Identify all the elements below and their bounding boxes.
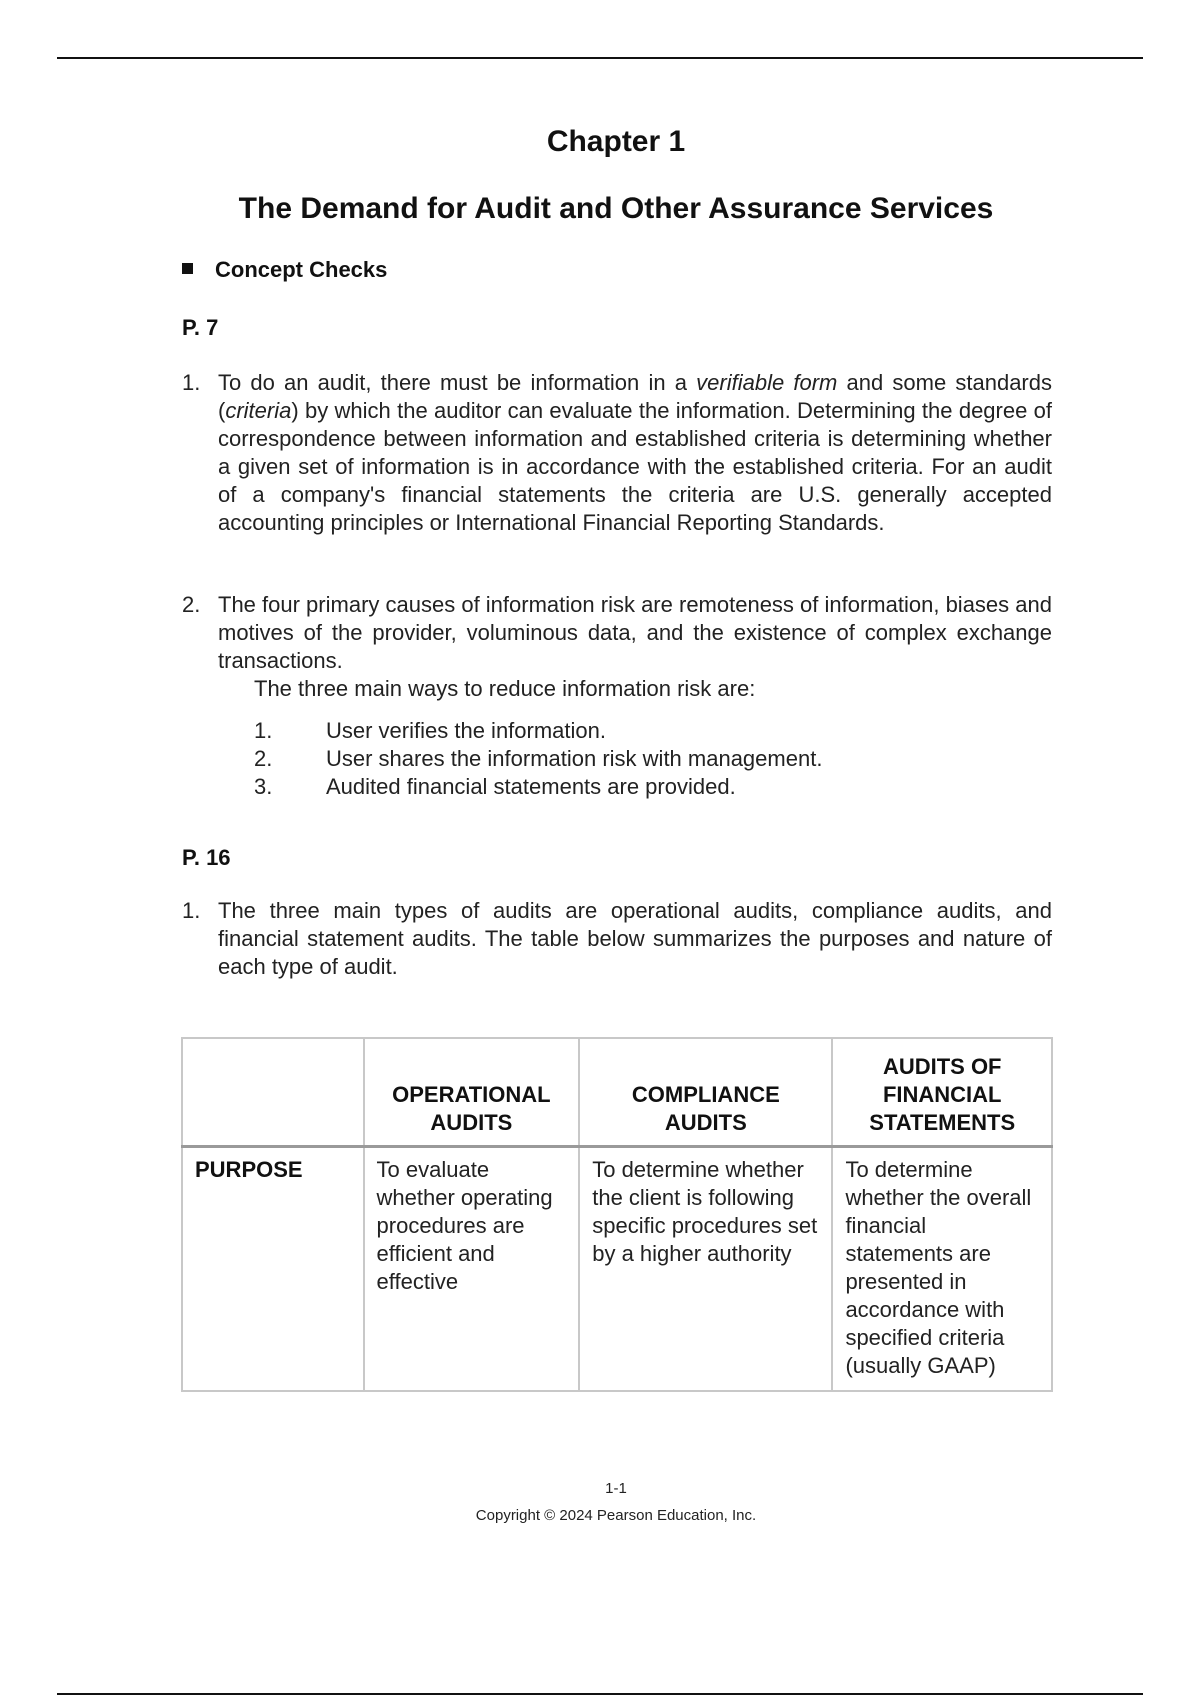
top-rule (57, 57, 1143, 59)
chapter-title: The Demand for Audit and Other Assurance Services (238, 192, 994, 225)
page-ref-p7: P. 7 (182, 315, 219, 340)
table-cell: To evaluate whether operating procedures are efficient and effective (364, 1147, 580, 1392)
sub-list-intro: The three main ways to reduce information risk are: (254, 676, 756, 701)
list-item (182, 897, 1052, 981)
section-heading (182, 257, 387, 283)
item-number: 1. (182, 898, 201, 923)
page-number: 1-1 (605, 1480, 627, 1497)
table-row (182, 1147, 1052, 1392)
audit-types-table (181, 1037, 1053, 1392)
table-header-cell: COMPLIANCE AUDITS (579, 1038, 832, 1147)
item-number: 2. (182, 592, 201, 617)
item-text: The four primary causes of information risk are remoteness of information, biases and motives of the provider, voluminous data, and the existence of complex exchange transactions. (218, 592, 1052, 673)
section-heading-label: Concept Checks (215, 257, 388, 282)
row-label: PURPOSE (182, 1147, 364, 1392)
chapter-heading: Chapter 1 (546, 125, 686, 158)
table-header-cell: OPERATIONAL AUDITS (364, 1038, 580, 1147)
list-item (182, 591, 1052, 675)
table-cell: To determine whether the client is following specific procedures set by a higher authority (579, 1147, 832, 1392)
copyright-notice: Copyright © 2024 Pearson Education, Inc. (475, 1507, 757, 1524)
list-item (182, 369, 1052, 537)
table-cell: To determine whether the overall financial statements are presented in accordance with specified criteria (usually GAAP) (832, 1147, 1052, 1392)
table-header-cell (182, 1038, 364, 1147)
table-header-row (182, 1038, 1052, 1147)
bottom-rule (57, 1693, 1143, 1695)
page-ref-p16: P. 16 (182, 845, 231, 870)
item-number: 1. (182, 370, 201, 395)
item-text: The three main types of audits are operational audits, compliance audits, and financial statement audits. The table below summarizes the purposes and nature of each type of audit. (218, 898, 1052, 979)
item-text: To do an audit, there must be information in a verifiable form and some standards (criteria) by which the auditor can evaluate the information. Determining the degree of correspondence between information and established criteria is determining whether a given set of information is in accordance with the established criteria. For an audit of a company's financial statements the criteria are U.S. generally accepted accounting principles or International Financial Reporting Standards. (218, 370, 1052, 535)
table-header-cell: AUDITS OF FINANCIAL STATEMENTS (832, 1038, 1052, 1147)
square-bullet-icon (182, 263, 193, 274)
